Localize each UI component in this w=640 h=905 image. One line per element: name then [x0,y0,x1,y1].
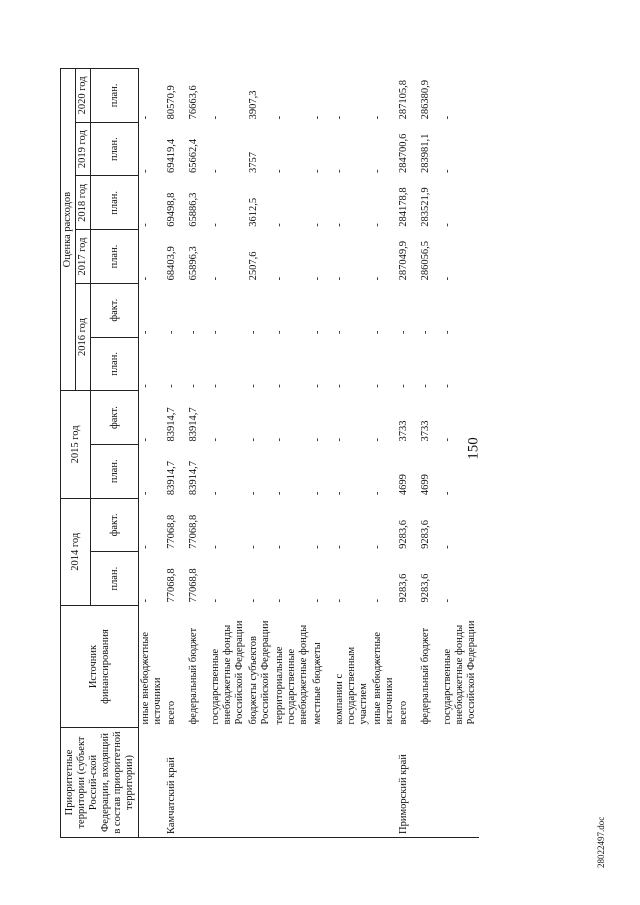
value-cell: - [140,115,151,120]
source-header: Источник финансирования [61,606,139,728]
territory-cell [139,728,166,838]
value-cell: 65662,4 [188,138,199,173]
plan-2016-header: план. [91,337,139,391]
value-cell: 284700,6 [398,133,409,173]
year-2018-header: 2018 год [76,176,91,230]
territory-cell: Приморский край [397,728,419,838]
value-cell: - [334,437,345,442]
value-cell: - [312,169,323,173]
value-cell: - [248,599,259,603]
table-row [419,69,441,838]
value-cell: 65896,3 [188,246,199,281]
value-cell: - [210,599,221,603]
value-cell: - [334,545,345,549]
year-2015-header: 2015 год [61,391,91,498]
value-cell: - [442,437,453,442]
value-cell: - [140,223,151,227]
table-row [311,69,333,838]
value-cell: - [188,330,199,335]
value-cell: - [442,599,453,603]
value-cell: 83914,7 [166,407,177,442]
plan-2020-header: план. [91,69,139,123]
value-cell: 80570,9 [166,85,177,120]
value-cell: 9283,6 [420,519,431,549]
value-cell: - [312,491,323,496]
value-cell: 287105,8 [398,79,409,120]
value-cell: 3733 [420,420,431,442]
source-cell: государственные внебюджетные фонды Российской Федерации [442,620,477,725]
value-cell: - [312,115,323,120]
value-cell: - [372,599,383,603]
value-cell: - [372,169,383,173]
territory-cell [311,728,333,838]
value-cell: - [442,384,453,388]
value-cell: 83914,7 [188,461,199,496]
value-cell: - [274,276,285,281]
source-cell: компании с государственным участием [334,646,369,725]
value-cell: - [274,330,285,335]
value-cell: 286380,9 [420,79,431,120]
value-cell: - [274,223,285,227]
budget-table [60,68,479,838]
value-cell: - [248,437,259,442]
value-cell: - [334,115,345,120]
year-2019-header: 2019 год [76,122,91,176]
value-cell: - [312,223,323,227]
value-cell: - [140,491,151,496]
value-cell: - [274,384,285,388]
value-cell: - [420,330,431,335]
territory-cell [247,728,273,838]
value-cell: - [274,115,285,120]
value-cell: - [210,276,221,281]
value-cell: - [372,545,383,549]
territory-cell [273,728,311,838]
value-cell: 2507,6 [248,251,259,281]
source-cell: федеральный бюджет [420,627,431,725]
territory-cell [419,728,441,838]
value-cell: - [372,330,383,335]
value-cell: - [140,545,151,549]
source-cell: всего [166,700,177,725]
value-cell: - [372,276,383,281]
value-cell: 9283,6 [398,573,409,603]
value-cell: 9283,6 [398,519,409,549]
source-cell: всего [398,700,409,725]
value-cell: - [334,276,345,281]
value-cell: - [248,491,259,496]
value-cell: 3733 [398,420,409,442]
table-row [397,69,419,838]
fact-2014-header: факт. [91,498,139,552]
value-cell: - [210,384,221,388]
value-cell: - [140,384,151,388]
value-cell: - [166,330,177,335]
value-cell: - [420,384,431,388]
plan-2018-header: план. [91,176,139,230]
value-cell: 284178,8 [398,187,409,227]
value-cell: - [188,384,199,388]
value-cell: - [140,437,151,442]
value-cell: - [372,491,383,496]
value-cell: - [334,330,345,335]
table-row [273,69,311,838]
table-row [165,69,187,838]
table-row [209,69,247,838]
value-cell: 77068,8 [166,514,177,549]
page-number: 150 [465,437,482,460]
year-2016-header: 2016 год [76,283,91,390]
value-cell: - [274,545,285,549]
year-2020-header: 2020 год [76,69,91,123]
value-cell: - [140,169,151,173]
value-cell: - [248,330,259,335]
source-cell: территориальные государственные внебюджетные фонды [274,624,309,725]
value-cell: - [334,384,345,388]
value-cell: - [210,437,221,442]
territory-cell [187,728,209,838]
value-cell: - [274,599,285,603]
value-cell: - [372,384,383,388]
plan-2015-header: план. [91,444,139,498]
value-cell: 286056,5 [420,241,431,281]
value-cell: 77068,8 [188,514,199,549]
value-cell: - [140,330,151,335]
table-row [247,69,273,838]
value-cell: 69498,8 [166,192,177,227]
source-cell: государственные внебюджетные фонды Российской Федерации [210,620,245,725]
value-cell: - [442,276,453,281]
value-cell: 68403,9 [166,246,177,281]
value-cell: - [312,599,323,603]
source-cell: федеральный бюджет [188,627,199,725]
territory-cell [441,728,479,838]
source-cell: иные внебюджетные источники [372,631,395,725]
estimate-header: Оценка расходов [61,69,76,391]
territory-cell: Камчатский край [165,728,187,838]
table-row [371,69,397,838]
fact-2016-header: факт. [91,283,139,337]
value-cell: - [312,330,323,335]
value-cell: 77068,8 [166,568,177,603]
value-cell: 3907,3 [248,90,259,120]
value-cell: - [210,330,221,335]
value-cell: - [274,169,285,173]
table-body [139,69,480,838]
value-cell: - [398,384,409,388]
value-cell: 287049,9 [398,241,409,281]
value-cell: - [442,545,453,549]
value-cell: - [248,545,259,549]
plan-2019-header: план. [91,122,139,176]
value-cell: - [166,384,177,388]
fact-2015-header: факт. [91,391,139,445]
value-cell: - [334,599,345,603]
value-cell: - [312,384,323,388]
value-cell: 283521,9 [420,187,431,227]
rotated-table-container [60,8,580,838]
value-cell: 77068,8 [188,568,199,603]
value-cell: 9283,6 [420,573,431,603]
value-cell: - [398,330,409,335]
value-cell: 83914,7 [188,407,199,442]
table-row [139,69,166,838]
value-cell: 4699 [420,474,431,496]
value-cell: - [442,223,453,227]
value-cell: - [334,223,345,227]
value-cell: - [210,169,221,173]
value-cell: - [210,545,221,549]
value-cell: - [334,169,345,173]
table-row [187,69,209,838]
value-cell: - [140,276,151,281]
value-cell: 4699 [398,474,409,496]
value-cell: 76663,6 [188,85,199,120]
value-cell: 65886,3 [188,192,199,227]
value-cell: 3612,5 [248,197,259,227]
document-id: 28022497.doc [596,816,606,868]
table-row [441,69,479,838]
plan-2014-header: план. [91,552,139,606]
table-row [333,69,371,838]
value-cell: - [312,276,323,281]
territory-header: Приоритетные территории (субъект Россий-ской Федерации, входящий в состав приоритетной территории) [61,728,139,838]
value-cell: - [312,437,323,442]
year-2014-header: 2014 год [61,498,91,605]
value-cell: - [372,223,383,227]
value-cell: - [372,115,383,120]
source-cell: иные внебюджетные источники [140,631,163,725]
value-cell: 283981,1 [420,133,431,173]
value-cell: - [442,491,453,496]
value-cell: - [210,223,221,227]
value-cell: - [248,384,259,388]
year-2017-header: 2017 год [76,230,91,284]
value-cell: - [442,330,453,335]
plan-2017-header: план. [91,230,139,284]
value-cell: - [274,491,285,496]
value-cell: - [140,599,151,603]
value-cell: - [274,437,285,442]
value-cell: 83914,7 [166,461,177,496]
value-cell: - [210,115,221,120]
territory-cell [209,728,247,838]
value-cell: 3757 [248,152,259,173]
territory-cell [333,728,371,838]
value-cell: - [312,545,323,549]
value-cell: - [372,437,383,442]
source-cell: местные бюджеты [312,642,323,725]
value-cell: - [442,115,453,120]
value-cell: - [210,491,221,496]
value-cell: - [442,169,453,173]
value-cell: - [334,491,345,496]
territory-cell [371,728,397,838]
source-cell: бюджеты субъектов Российской Федерации [248,620,271,725]
value-cell: 69419,4 [166,138,177,173]
